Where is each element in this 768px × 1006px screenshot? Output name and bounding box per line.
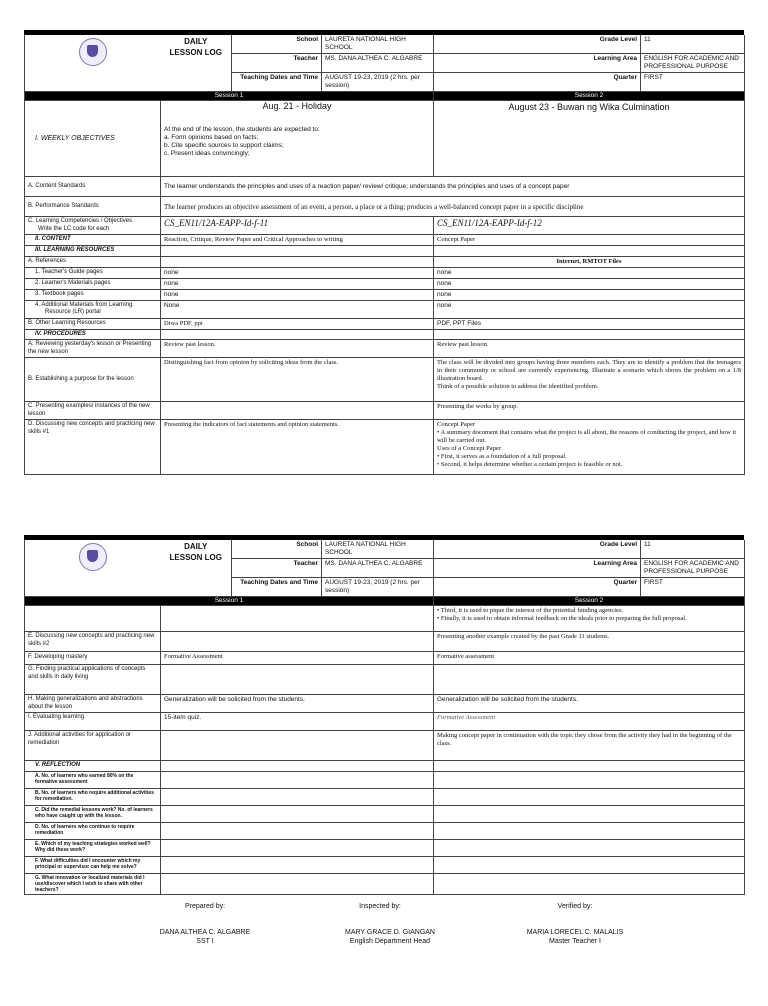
session-1-objectives <box>161 101 434 177</box>
dates-label-2: Teaching Dates and Time <box>232 578 322 597</box>
quarter-value-2: FIRST <box>641 578 745 597</box>
reviewing-s2: Review past lesson. <box>434 340 745 358</box>
deped-seal-icon <box>79 38 107 66</box>
learners-materials-label: 2. Learner's Materials pages <box>25 278 161 289</box>
discussing-1-s1: Presenting the indicators of fact statements and opinion statements. <box>161 420 434 475</box>
additional-materials-label: 4. Additional Materials from Learning Resource (LR) portal <box>25 300 161 318</box>
reflection-a: A. No. of learners who earned 80% on the formative assessment <box>25 771 161 788</box>
generalizations-label: H. Making generalizations and abstractions about the lesson <box>25 695 161 713</box>
competency-code-s1: CS_EN11/12A-EAPP-Id-f-11 <box>161 217 434 235</box>
session-2-objectives <box>434 101 745 177</box>
lesson-log-table-2 <box>24 540 745 895</box>
additional-activities-s2: Making concept paper in continuation with the topic they chose from the activity they had in the beginning of the class. <box>434 731 745 761</box>
teachers-guide-label: 1. Teacher's Guide pages <box>25 267 161 278</box>
page-2 <box>24 535 744 895</box>
quarter-label: Quarter <box>434 73 641 92</box>
additional-activities-label: J. Additional activities for application or remediation <box>25 731 161 761</box>
prepared-by-label: Prepared by: <box>184 903 226 910</box>
other-resources-s2: PDF, PPT Files <box>434 318 745 329</box>
verified-title: Master Teacher I <box>548 938 601 945</box>
inspected-by-block <box>310 902 450 911</box>
other-resources-label: B. Other Learning Resources <box>25 318 161 329</box>
content-label: II. CONTENT <box>25 235 161 246</box>
discussing-1-s2: Concept Paper • A summary document that contains what the project is all about, the reasons of conducting the project, and how it will be carried out. Uses of a Concept Paper • First, it serves as a foundation of a full proposal. • Second, it helps determine whether a certain project is feasible or not. <box>434 420 745 475</box>
verified-name: MARIA LORECEL C. MALALIS <box>526 929 624 936</box>
session-1-day-heading: Aug. 21 - Holiday <box>262 101 332 111</box>
developing-mastery-s2: Formative assessment <box>434 652 745 665</box>
establishing-s1: Distinguishing fact from opinion by soliciting ideas from the class. <box>161 358 434 402</box>
learners-materials-s2: none <box>434 278 745 289</box>
establishing-label: B. Establishing a purpose for the lesson <box>25 358 161 402</box>
presenting-label: C. Presenting examples/ instances of the new lesson <box>25 402 161 420</box>
dates-label: Teaching Dates and Time <box>232 73 322 92</box>
objective-c: c. Present ideas convincingly; <box>164 150 250 157</box>
discussing-1-label: D. Discussing new concepts and practicing new skills #1 <box>25 420 161 475</box>
textbook-s2: none <box>434 289 745 300</box>
teacher-label-2: Teacher <box>232 559 322 578</box>
presenting-s2: Presenting the works by group. <box>434 402 745 420</box>
dates-value: AUGUST 19-23, 2019 (2 hrs. per session) <box>322 73 434 92</box>
verified-by-block <box>505 902 645 911</box>
session-2-header-2: Session 2 <box>434 597 745 606</box>
developing-mastery-label: F. Developing mastery <box>25 652 161 665</box>
other-resources-s1: Diwa PDF, ppt <box>161 318 434 329</box>
generalizations-s2: Generalization will be solicited from the students. <box>434 695 745 713</box>
area-label-2: Learning Area <box>434 559 641 578</box>
teachers-guide-s2: none <box>434 267 745 278</box>
references-s2: Internet, RMTOT Files <box>434 256 745 267</box>
performance-standards-label: B. Performance Standards <box>25 197 161 217</box>
evaluating-s1: 15-item quiz. <box>161 713 434 731</box>
objective-a: a. Form opinions based on facts; <box>164 134 259 141</box>
inspected-by-label: Inspected by: <box>359 903 401 910</box>
session-1-header-2: Session 1 <box>25 597 434 606</box>
content-standards-value: The learner understands the principles and uses of a reaction paper/ review/ critique; understands the principles and uses of a concept paper <box>161 177 745 197</box>
textbook-s1: none <box>161 289 434 300</box>
logo-cell <box>25 35 161 92</box>
prepared-by-block <box>135 902 275 911</box>
reflection-c: C. Did the remedial lessons work? No. of learners who have caught up with the lesson. <box>25 805 161 822</box>
prepared-title: SST I <box>196 938 214 945</box>
quarter-value: FIRST <box>641 73 745 92</box>
weekly-objectives-label: I. WEEKLY OBJECTIVES <box>25 101 161 177</box>
content-s2: Concept Paper <box>434 235 745 246</box>
area-value-2: ENGLISH FOR ACADEMIC AND PROFESSIONAL PURPOSE <box>641 559 745 578</box>
teachers-guide-s1: none <box>161 267 434 278</box>
grade-value: 11 <box>641 35 745 54</box>
deped-seal-icon <box>79 543 107 571</box>
discussing-1-continued-s2: • Third, it is used to pique the interest of the potential funding agencies. • Finally, it is used to obtain informal feedback on the ideals prior to preparing the full proposal. <box>434 606 745 632</box>
dates-value-2: AUGUST 19-23, 2019 (2 hrs. per session) <box>322 578 434 597</box>
page-1 <box>24 30 744 475</box>
log-title: DAILY LESSON LOG <box>161 35 232 92</box>
teacher-value-2: MS. DANA ALTHEA C. ALGABRE <box>322 559 434 578</box>
logo-cell-2 <box>25 540 161 597</box>
reviewing-label: A. Reviewing yesterday's lesson or Presenting the new lesson <box>25 340 161 358</box>
discussing-2-label: E. Discussing new concepts and practicing new skills #2 <box>25 632 161 652</box>
objective-b: b. Cite specific sources to support claims; <box>164 142 284 149</box>
additional-materials-s1: None <box>161 300 434 318</box>
learning-resources-label: III. LEARNING RESOURCES <box>25 246 161 257</box>
lesson-log-table-1 <box>24 35 745 475</box>
quarter-label-2: Quarter <box>434 578 641 597</box>
evaluating-s2: Formative Assessment <box>434 713 745 731</box>
evaluating-label: I. Evaluating learning <box>25 713 161 731</box>
area-label: Learning Area <box>434 54 641 73</box>
prepared-signatory <box>120 928 290 946</box>
school-value-2: LAURETA NATIONAL HIGH SCHOOL <box>322 540 434 559</box>
content-s1: Reaction, Critique, Review Paper and Critical Approaches to writing <box>161 235 434 246</box>
competencies-label: C. Learning Competencies / Objectives Write the LC code for each <box>25 217 161 235</box>
teacher-value: MS. DANA ALTHEA C. ALGABRE <box>322 54 434 73</box>
session-2-day-heading: August 23 - Buwan ng Wika Culmination <box>508 102 670 112</box>
inspected-signatory <box>305 928 475 946</box>
grade-label: Grade Level <box>434 35 641 54</box>
discussing-2-s2: Presenting another example created by the past Grade 11 students. <box>434 632 745 652</box>
practical-applications-label: G. Finding practical applications of concepts and skills in daily living <box>25 665 161 695</box>
log-title-2: DAILY LESSON LOG <box>161 540 232 597</box>
school-label-2: School <box>232 540 322 559</box>
grade-label-2: Grade Level <box>434 540 641 559</box>
school-label: School <box>232 35 322 54</box>
reflection-b: B. No. of learners who require additional activities for remediation. <box>25 788 161 805</box>
reflection-e: E. Which of my teaching strategies worked well? Why did these work? <box>25 839 161 856</box>
procedures-label: IV. PROCEDURES <box>25 329 161 340</box>
learners-materials-s1: none <box>161 278 434 289</box>
verified-signatory <box>490 928 660 946</box>
inspected-name: MARY GRACE D. GIANGAN <box>345 929 435 936</box>
school-value: LAURETA NATIONAL HIGH SCHOOL <box>322 35 434 54</box>
area-value: ENGLISH FOR ACADEMIC AND PROFESSIONAL PURPOSE <box>641 54 745 73</box>
establishing-s2: The class will be divided into groups having three members each. They are to identify a problem that the teenagers in their community or school are currently experiencing. Illustrate a scenario which shows the problem on a 1/8 illustration board. Think of a possible solution to address the identified problem. <box>434 358 745 402</box>
textbook-label: 3. Textbook pages <box>25 289 161 300</box>
reviewing-s1: Review past lesson. <box>161 340 434 358</box>
performance-standards-value: The learner produces an objective assessment of an event, a person, a place or a thing; produces a well-balanced concept paper in a specific discipline <box>161 197 745 217</box>
inspected-title: English Department Head <box>349 938 431 945</box>
verified-by-label: Verified by: <box>557 903 593 910</box>
reflection-d: D. No. of learners who continue to require remediation <box>25 822 161 839</box>
session-1-header: Session 1 <box>25 92 434 101</box>
session-2-header: Session 2 <box>434 92 745 101</box>
reflection-g: G. What innovation or localized materials did I use/discover which I wish to share with other teachers? <box>25 873 161 894</box>
grade-value-2: 11 <box>641 540 745 559</box>
content-standards-label: A. Content Standards <box>25 177 161 197</box>
references-label: A. References <box>25 256 161 267</box>
teacher-label: Teacher <box>232 54 322 73</box>
reflection-f: F. What difficulties did I encounter which my principal or supervisor can help me solve? <box>25 856 161 873</box>
prepared-name: DANA ALTHEA C. ALGABRE <box>159 929 251 936</box>
additional-materials-s2: none <box>434 300 745 318</box>
developing-mastery-s1: Formative Assessment <box>161 652 434 665</box>
competency-code-s2: CS_EN11/12A-EAPP-Id-f-12 <box>434 217 745 235</box>
objectives-intro: At the end of the lesson, the students are expected to: <box>164 126 320 133</box>
generalizations-s1: Generalization will be solicited from the students. <box>161 695 434 713</box>
reflection-label: V. REFLECTION <box>25 761 161 772</box>
